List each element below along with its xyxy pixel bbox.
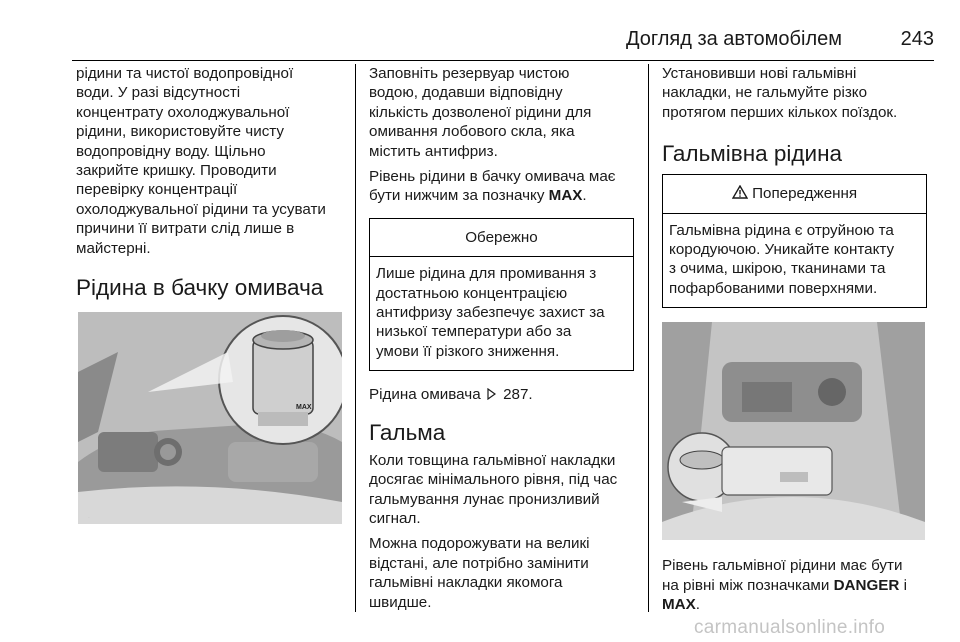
level-paragraph: Рівень рідини в бачку омивача має бути нижчим за позначку MAX. <box>369 168 616 205</box>
washer-reservoir-photo <box>78 312 342 524</box>
page-reference-icon[interactable] <box>485 385 499 404</box>
warning-box <box>662 174 927 308</box>
caution-body: Лише рідина для промивання з достатньою концентрацією антифризу забезпечує захист за низької температури або за умови її різкого зниження. <box>376 265 605 360</box>
column-3 <box>662 64 927 614</box>
brake-pad-paragraph: Коли товщина гальмівної накладки досягає мінімального рівня, під час гальмування лунає пронизливий сигнал. <box>369 451 618 527</box>
refill-paragraph: Заповніть резервуар чистою водою, додавши відповідну кількість дозволеної рідини для омивання лобового скла, яка містить антифриз. <box>369 65 592 160</box>
column-2 <box>369 64 634 612</box>
warning-title-row <box>663 175 926 213</box>
column-divider-1 <box>355 64 356 612</box>
washer-fluid-heading: Рідина в бачку омивача <box>76 275 324 301</box>
page-number: 243 <box>900 28 934 50</box>
brake-fluid-reservoir-photo <box>662 322 925 540</box>
column-divider-2 <box>648 64 649 612</box>
new-pads-paragraph: Установивши нові гальмівні накладки, не гальмуйте різко протягом перших кількох поїздок. <box>662 65 898 121</box>
watermark: carmanualsonline.info <box>694 617 886 638</box>
max-label-side: MAX <box>88 518 91 520</box>
brake-fluid-heading: Гальмівна рідина <box>662 141 843 167</box>
washer-fluid-reference: Рідина омивача 287. <box>369 386 533 404</box>
coolant-paragraph: рідини та чистої водопровідної води. У разі відсутності концентрату охолоджувальної рідини, використовуйте чисту водопровідну воду. Щільно закрийте кришку. Проводити перевірку концентрації охолоджувальної рідини та усувати причини її витрати слід лише в майстерні. <box>76 65 326 257</box>
page-header <box>72 26 934 60</box>
max-label-cap: MAX <box>296 404 312 412</box>
caution-box <box>369 218 634 371</box>
warning-title: Попередження <box>752 185 858 203</box>
column-1 <box>76 64 348 524</box>
caution-title: Обережно <box>370 219 633 257</box>
page-title: Догляд за автомобілем <box>625 28 842 50</box>
brake-level-paragraph: Рівень гальмівної рідини має бути на рівні між позначками DANGER і MAX. <box>662 557 907 614</box>
brake-replace-paragraph: Можна подорожувати на великі відстані, але потрібно замінити гальмівні накладки якомога швидше. <box>369 535 590 611</box>
page-reference-link[interactable]: 287. <box>498 386 533 404</box>
warning-body: Гальмівна рідина є отруйною та кородуючою. Уникайте контакту з очима, шкірою, тканинами та пофарбованими поверхнями. <box>669 221 895 297</box>
header-divider <box>72 60 934 61</box>
warning-triangle-icon <box>732 185 748 199</box>
brakes-heading: Гальма <box>369 419 446 445</box>
